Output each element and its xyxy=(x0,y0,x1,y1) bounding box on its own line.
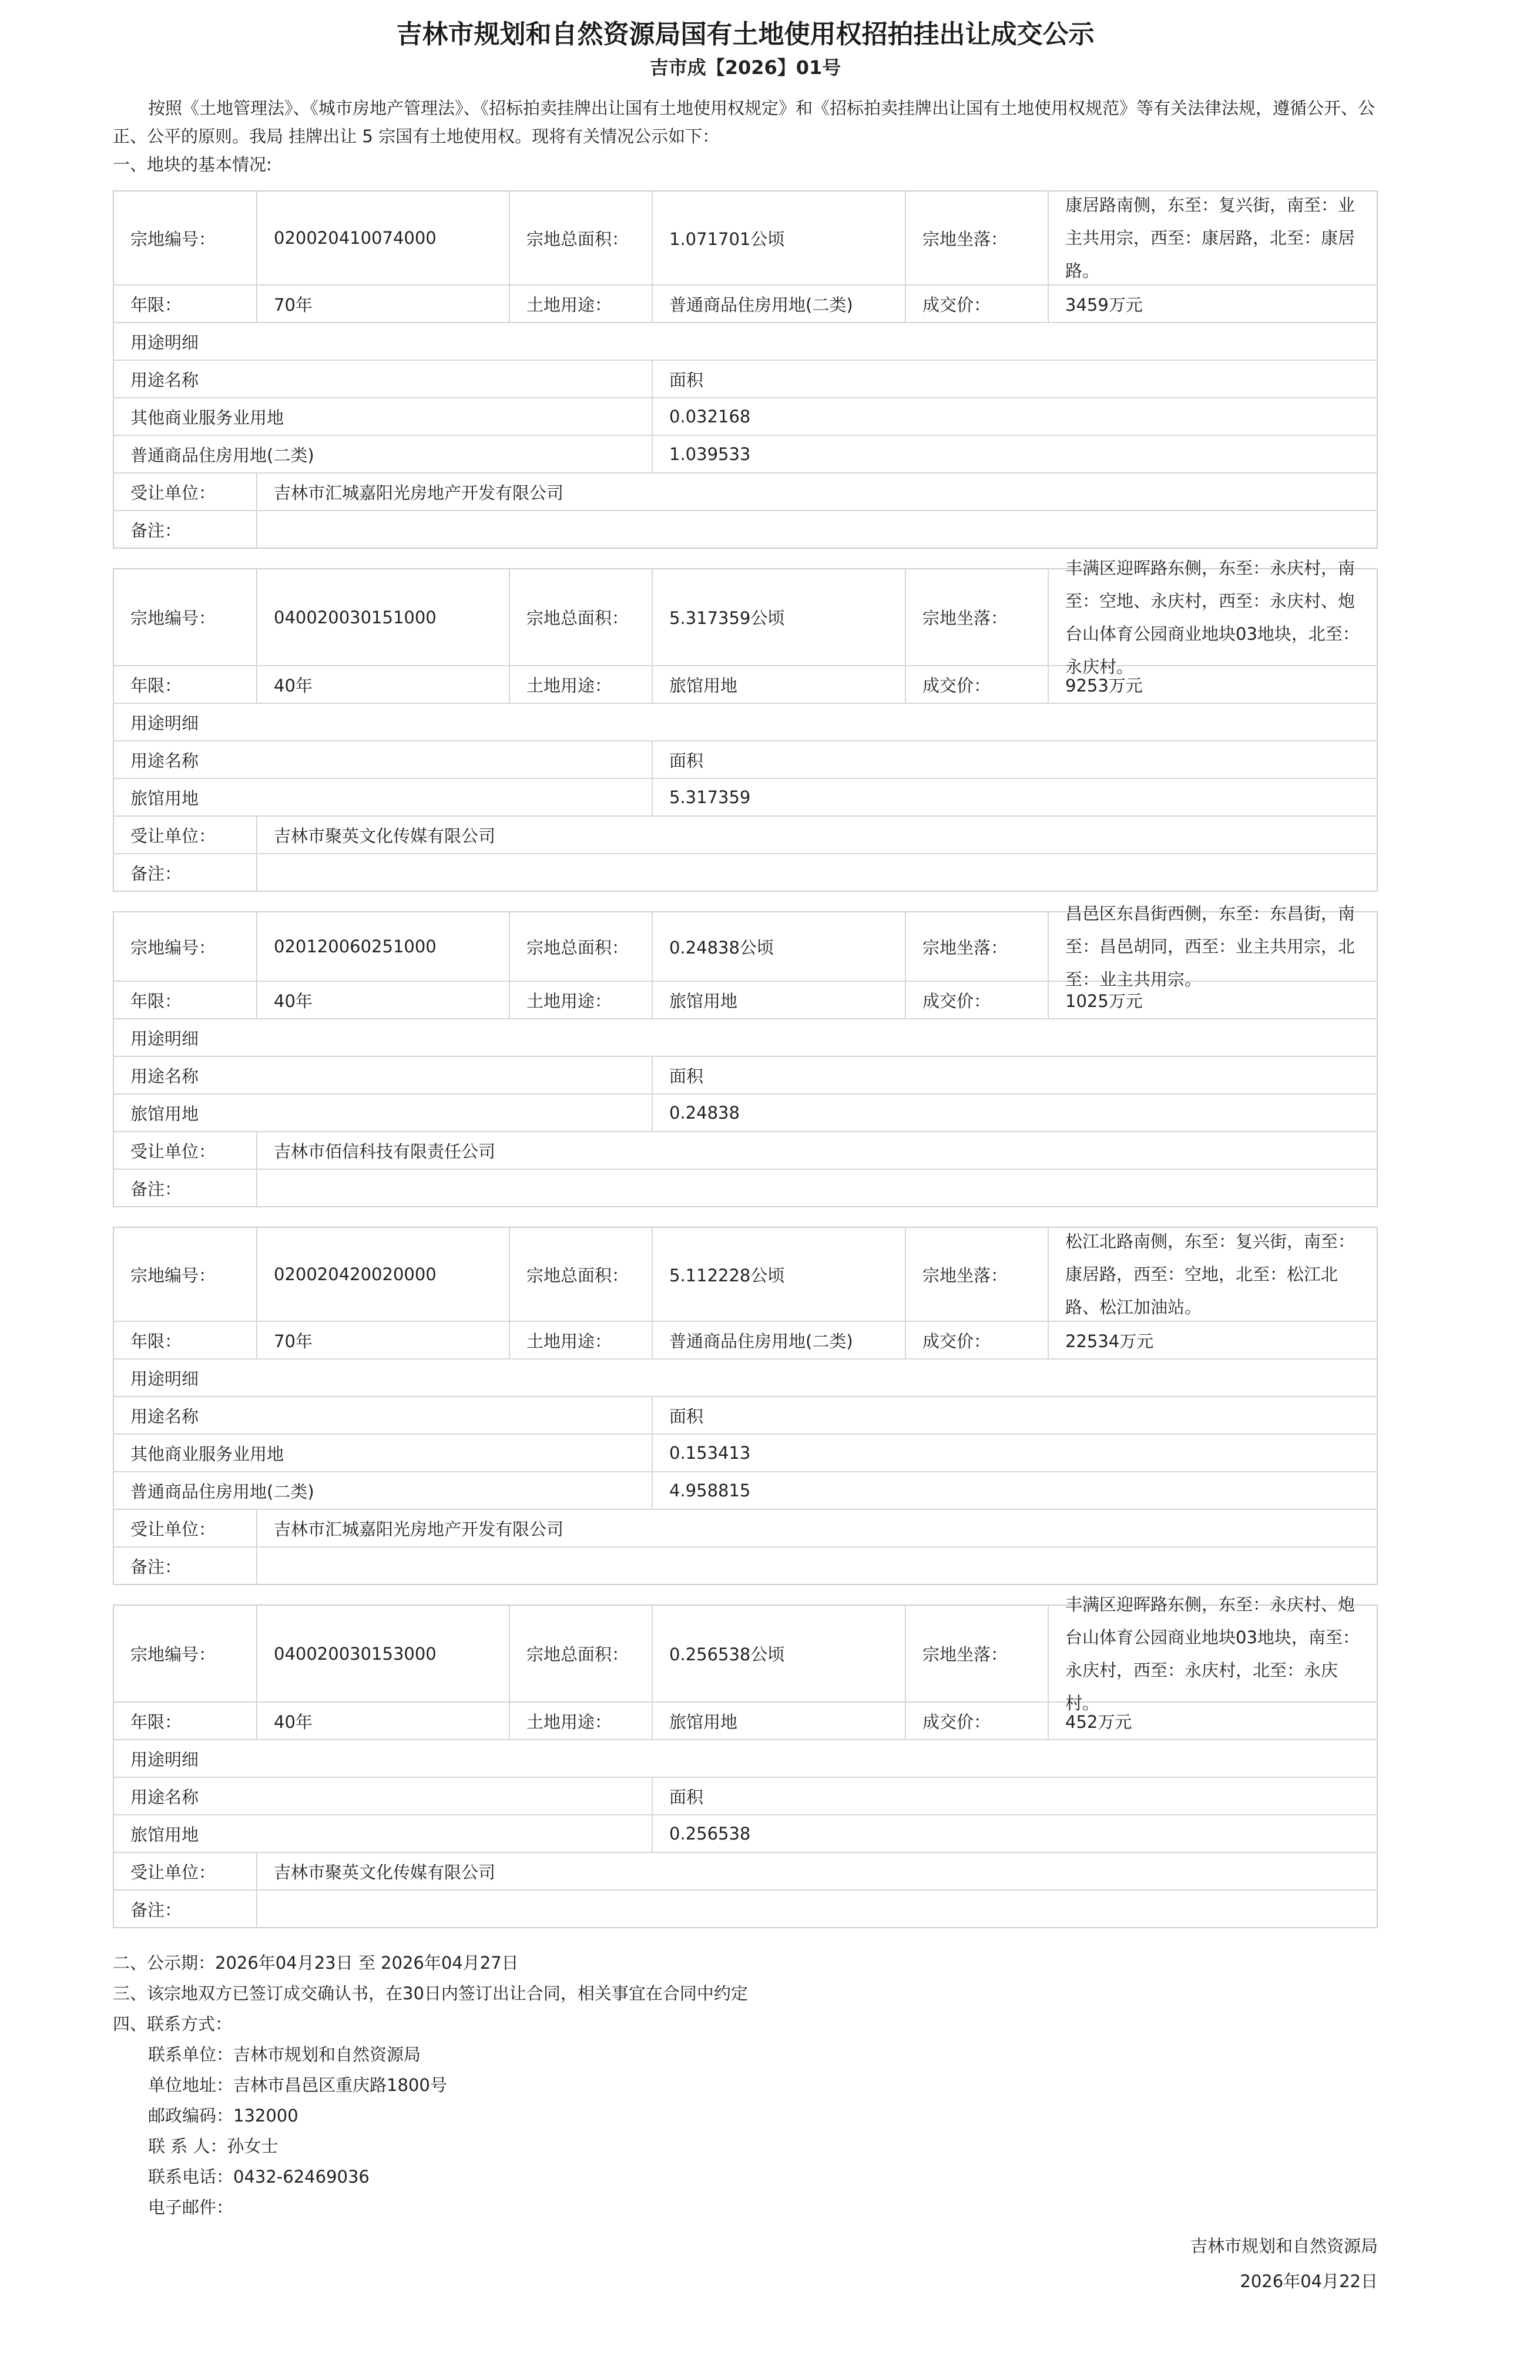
term-value: 40年 xyxy=(257,1703,510,1739)
contact-postcode: 邮政编码：132000 xyxy=(148,2106,298,2126)
contact-address: 单位地址：吉林市昌邑区重庆路1800号 xyxy=(148,2075,447,2095)
use-area-value: 0.032168 xyxy=(669,407,751,427)
use-name-value: 普通商品住房用地(二类) xyxy=(114,436,653,472)
parcel-no-value: 020120060251000 xyxy=(257,912,510,981)
parcel-row xyxy=(114,286,1377,323)
term-label: 年限： xyxy=(114,1703,257,1739)
land-use-label: 土地用途： xyxy=(510,1322,653,1358)
parcel-row xyxy=(114,1510,1377,1547)
remarks-label: 备注： xyxy=(114,1891,257,1927)
contact-phone: 联系电话：0432-62469036 xyxy=(148,2167,370,2187)
parcel-row xyxy=(114,1095,1377,1132)
parcel-row xyxy=(114,1435,1377,1472)
total-area-value: 1.071701公顷 xyxy=(653,192,906,284)
parcel-row xyxy=(114,1778,1377,1815)
total-area-label: 宗地总面积： xyxy=(510,1606,653,1701)
use-name-value: 旅馆用地 xyxy=(114,779,653,815)
parcel-row xyxy=(114,741,1377,779)
parcel-row xyxy=(114,904,1377,989)
signature-org: 吉林市规划和自然资源局 xyxy=(1190,2236,1378,2256)
remarks-label: 备注： xyxy=(114,1170,257,1206)
parcel-no-label: 宗地编号： xyxy=(114,1228,257,1321)
parcel-no-value: 020020420020000 xyxy=(257,1228,510,1321)
parcel-no-label: 宗地编号： xyxy=(114,569,257,665)
use-name-value: 普通商品住房用地(二类) xyxy=(114,1472,653,1509)
parcel-row xyxy=(114,1594,1377,1713)
use-name-header: 用途名称 xyxy=(114,1057,653,1093)
total-area-label: 宗地总面积： xyxy=(510,1228,653,1321)
land-use-value: 普通商品住房用地(二类) xyxy=(653,1322,906,1358)
parcel-row xyxy=(114,1228,1377,1322)
term-value: 40年 xyxy=(257,666,510,703)
notice-footer xyxy=(113,1948,1378,2223)
use-detail-heading: 用途明细 xyxy=(130,332,199,353)
total-area-value: 5.317359公顷 xyxy=(653,569,906,665)
location-value: 丰满区迎晖路东侧，东至：永庆村，南至：空地、永庆村，西至：永庆村、炮台山体育公园商业地块03地块，北至：永庆村。 xyxy=(1065,558,1360,677)
price-label: 成交价： xyxy=(906,1322,1049,1358)
term-label: 年限： xyxy=(114,982,257,1018)
parcel-row xyxy=(114,1740,1377,1778)
grantee-value: 吉林市汇城嘉阳光房地产开发有限公司 xyxy=(274,1519,564,1539)
parcel-table xyxy=(113,1594,1378,1928)
grantee-value: 吉林市佰信科技有限责任公司 xyxy=(274,1141,496,1162)
parcel-row xyxy=(114,1322,1377,1359)
term-label: 年限： xyxy=(114,1322,257,1358)
grantee-value: 吉林市汇城嘉阳光房地产开发有限公司 xyxy=(274,482,564,503)
parcel-row xyxy=(114,436,1377,474)
use-area-value: 5.317359 xyxy=(669,787,751,807)
area-header: 面积 xyxy=(669,1406,704,1426)
signature-block xyxy=(113,2228,1378,2299)
parcel-row xyxy=(114,1132,1377,1170)
total-area-label: 宗地总面积： xyxy=(510,912,653,981)
parcel-no-value: 020020410074000 xyxy=(257,192,510,284)
parcel-list xyxy=(113,190,1378,1928)
remarks-value xyxy=(257,1547,1377,1584)
parcel-row xyxy=(114,192,1377,286)
parcel-row xyxy=(114,1891,1377,1927)
price-value: 1025万元 xyxy=(1065,991,1143,1011)
remarks-value xyxy=(257,1891,1377,1927)
contract-note: 三、该宗地双方已签订成交确认书，在30日内签订出让合同，相关事宜在合同中约定 xyxy=(113,1983,748,2003)
parcel-no-value: 040020030151000 xyxy=(257,569,510,665)
area-header: 面积 xyxy=(669,750,704,771)
grantee-value: 吉林市聚英文化传媒有限公司 xyxy=(274,825,496,846)
grantee-label: 受让单位： xyxy=(114,1510,257,1546)
use-area-value: 0.24838 xyxy=(669,1103,740,1123)
parcel-no-label: 宗地编号： xyxy=(114,1606,257,1701)
signature-date: 2026年04月22日 xyxy=(1240,2271,1378,2291)
parcel-row xyxy=(114,558,1377,677)
total-area-label: 宗地总面积： xyxy=(510,569,653,665)
location-value: 丰满区迎晖路东侧，东至：永庆村、炮台山体育公园商业地块03地块，南至：永庆村，西至：永庆村，北至：永庆村。 xyxy=(1065,1594,1360,1713)
area-header: 面积 xyxy=(669,370,704,390)
price-value: 22534万元 xyxy=(1065,1331,1154,1351)
remarks-label: 备注： xyxy=(114,511,257,548)
price-label: 成交价： xyxy=(906,286,1049,322)
parcel-row xyxy=(114,1815,1377,1853)
page-title: 吉林市规划和自然资源局国有土地使用权招拍挂出让成交公示 xyxy=(396,19,1095,49)
parcel-row xyxy=(114,398,1377,436)
parcel-row xyxy=(114,1019,1377,1057)
use-detail-heading: 用途明细 xyxy=(130,1368,199,1389)
total-area-value: 5.112228公顷 xyxy=(653,1228,906,1321)
land-use-label: 土地用途： xyxy=(510,1703,653,1739)
price-label: 成交价： xyxy=(906,982,1049,1018)
parcel-row xyxy=(114,982,1377,1019)
remarks-value xyxy=(257,854,1377,891)
land-use-value: 普通商品住房用地(二类) xyxy=(653,286,906,322)
parcel-row xyxy=(114,1170,1377,1206)
remarks-label: 备注： xyxy=(114,1547,257,1584)
parcel-table xyxy=(113,190,1378,549)
grantee-value: 吉林市聚英文化传媒有限公司 xyxy=(274,1862,496,1882)
contact-person: 联 系 人：孙女士 xyxy=(148,2136,279,2156)
parcel-no-label: 宗地编号： xyxy=(114,912,257,981)
parcel-row xyxy=(114,323,1377,361)
area-header: 面积 xyxy=(669,1787,704,1807)
use-area-value: 0.153413 xyxy=(669,1443,751,1463)
parcel-row xyxy=(114,511,1377,548)
parcel-row xyxy=(114,1703,1377,1740)
parcel-row xyxy=(114,1359,1377,1397)
grantee-label: 受让单位： xyxy=(114,474,257,510)
price-value: 452万元 xyxy=(1065,1711,1132,1732)
parcel-table xyxy=(113,1227,1378,1585)
parcel-row xyxy=(114,361,1377,398)
price-label: 成交价： xyxy=(906,666,1049,703)
use-name-header: 用途名称 xyxy=(114,1778,653,1814)
parcel-no-label: 宗地编号： xyxy=(114,192,257,284)
price-label: 成交价： xyxy=(906,1703,1049,1739)
parcel-row xyxy=(114,704,1377,741)
use-name-header: 用途名称 xyxy=(114,741,653,778)
land-use-value: 旅馆用地 xyxy=(653,1703,906,1739)
location-label: 宗地坐落： xyxy=(906,192,1049,284)
use-name-header: 用途名称 xyxy=(114,361,653,397)
total-area-value: 0.256538公顷 xyxy=(653,1606,906,1701)
term-label: 年限： xyxy=(114,666,257,703)
parcel-no-value: 040020030153000 xyxy=(257,1606,510,1701)
parcel-row xyxy=(114,666,1377,704)
use-detail-heading: 用途明细 xyxy=(130,1028,199,1049)
use-area-value: 0.256538 xyxy=(669,1824,751,1844)
grantee-label: 受让单位： xyxy=(114,817,257,853)
area-header: 面积 xyxy=(669,1066,704,1086)
use-name-value: 其他商业服务业用地 xyxy=(114,1435,653,1471)
total-area-label: 宗地总面积： xyxy=(510,192,653,284)
notice-page xyxy=(113,16,1378,2299)
use-name-value: 旅馆用地 xyxy=(114,1095,653,1131)
parcel-row xyxy=(114,817,1377,854)
remarks-label: 备注： xyxy=(114,854,257,891)
use-detail-heading: 用途明细 xyxy=(130,1749,199,1770)
land-use-value: 旅馆用地 xyxy=(653,982,906,1018)
land-use-label: 土地用途： xyxy=(510,666,653,703)
use-area-value: 1.039533 xyxy=(669,444,751,464)
contact-heading: 四、联系方式： xyxy=(113,2014,233,2034)
land-use-value: 旅馆用地 xyxy=(653,666,906,703)
price-value: 3459万元 xyxy=(1065,294,1143,315)
grantee-label: 受让单位： xyxy=(114,1853,257,1889)
location-value: 康居路南侧，东至：复兴街，南至：业主共用宗，西至：康居路，北至：康居路。 xyxy=(1065,195,1356,281)
location-label: 宗地坐落： xyxy=(906,1228,1049,1321)
term-value: 70年 xyxy=(257,286,510,322)
parcel-row xyxy=(114,1853,1377,1891)
contact-email: 电子邮件： xyxy=(148,2197,234,2217)
location-label: 宗地坐落： xyxy=(906,569,1049,665)
publicity-period: 二、公示期：2026年04月23日 至 2026年04月27日 xyxy=(113,1953,519,1973)
price-value: 9253万元 xyxy=(1065,675,1143,696)
parcel-row xyxy=(114,1472,1377,1510)
use-name-header: 用途名称 xyxy=(114,1397,653,1434)
parcel-row xyxy=(114,1547,1377,1584)
parcel-row xyxy=(114,1057,1377,1095)
parcel-row xyxy=(114,1397,1377,1435)
location-value: 松江北路南侧，东至：复兴街，南至：康居路，西至：空地，北至：松江北路、松江加油站。 xyxy=(1065,1231,1356,1317)
use-name-value: 其他商业服务业用地 xyxy=(114,398,653,435)
use-area-value: 4.958815 xyxy=(669,1481,751,1500)
parcel-table xyxy=(113,558,1378,892)
land-use-label: 土地用途： xyxy=(510,982,653,1018)
location-label: 宗地坐落： xyxy=(906,1606,1049,1701)
parcel-row xyxy=(114,779,1377,817)
remarks-value xyxy=(257,1170,1377,1206)
section-1-heading: 一、地块的基本情况: xyxy=(113,155,272,174)
term-value: 70年 xyxy=(257,1322,510,1358)
location-label: 宗地坐落： xyxy=(906,912,1049,981)
term-label: 年限： xyxy=(114,286,257,322)
use-detail-heading: 用途明细 xyxy=(130,713,199,733)
contact-unit: 联系单位：吉林市规划和自然资源局 xyxy=(148,2045,421,2065)
intro-paragraph: 按照《土地管理法》、《城市房地产管理法》、《招标拍卖挂牌出让国有土地使用权规定》和《招标拍卖挂牌出让国有土地使用权规范》等有关法律法规，遵循公开、公正、公平的原则。我局 挂牌出让 5 宗国有土地使用权。现将有关情况公示如下： xyxy=(113,98,1375,146)
parcel-row xyxy=(114,854,1377,891)
document-number: 吉市成【2026】01号 xyxy=(649,56,841,79)
land-use-label: 土地用途： xyxy=(510,286,653,322)
use-name-value: 旅馆用地 xyxy=(114,1815,653,1852)
location-value: 昌邑区东昌街西侧，东至：东昌街，南至：昌邑胡同，西至：业主共用宗，北至：业主共用宗。 xyxy=(1065,904,1356,989)
parcel-table xyxy=(113,904,1378,1207)
remarks-value xyxy=(257,511,1377,548)
term-value: 40年 xyxy=(257,982,510,1018)
parcel-row xyxy=(114,474,1377,511)
total-area-value: 0.24838公顷 xyxy=(653,912,906,981)
grantee-label: 受让单位： xyxy=(114,1132,257,1169)
